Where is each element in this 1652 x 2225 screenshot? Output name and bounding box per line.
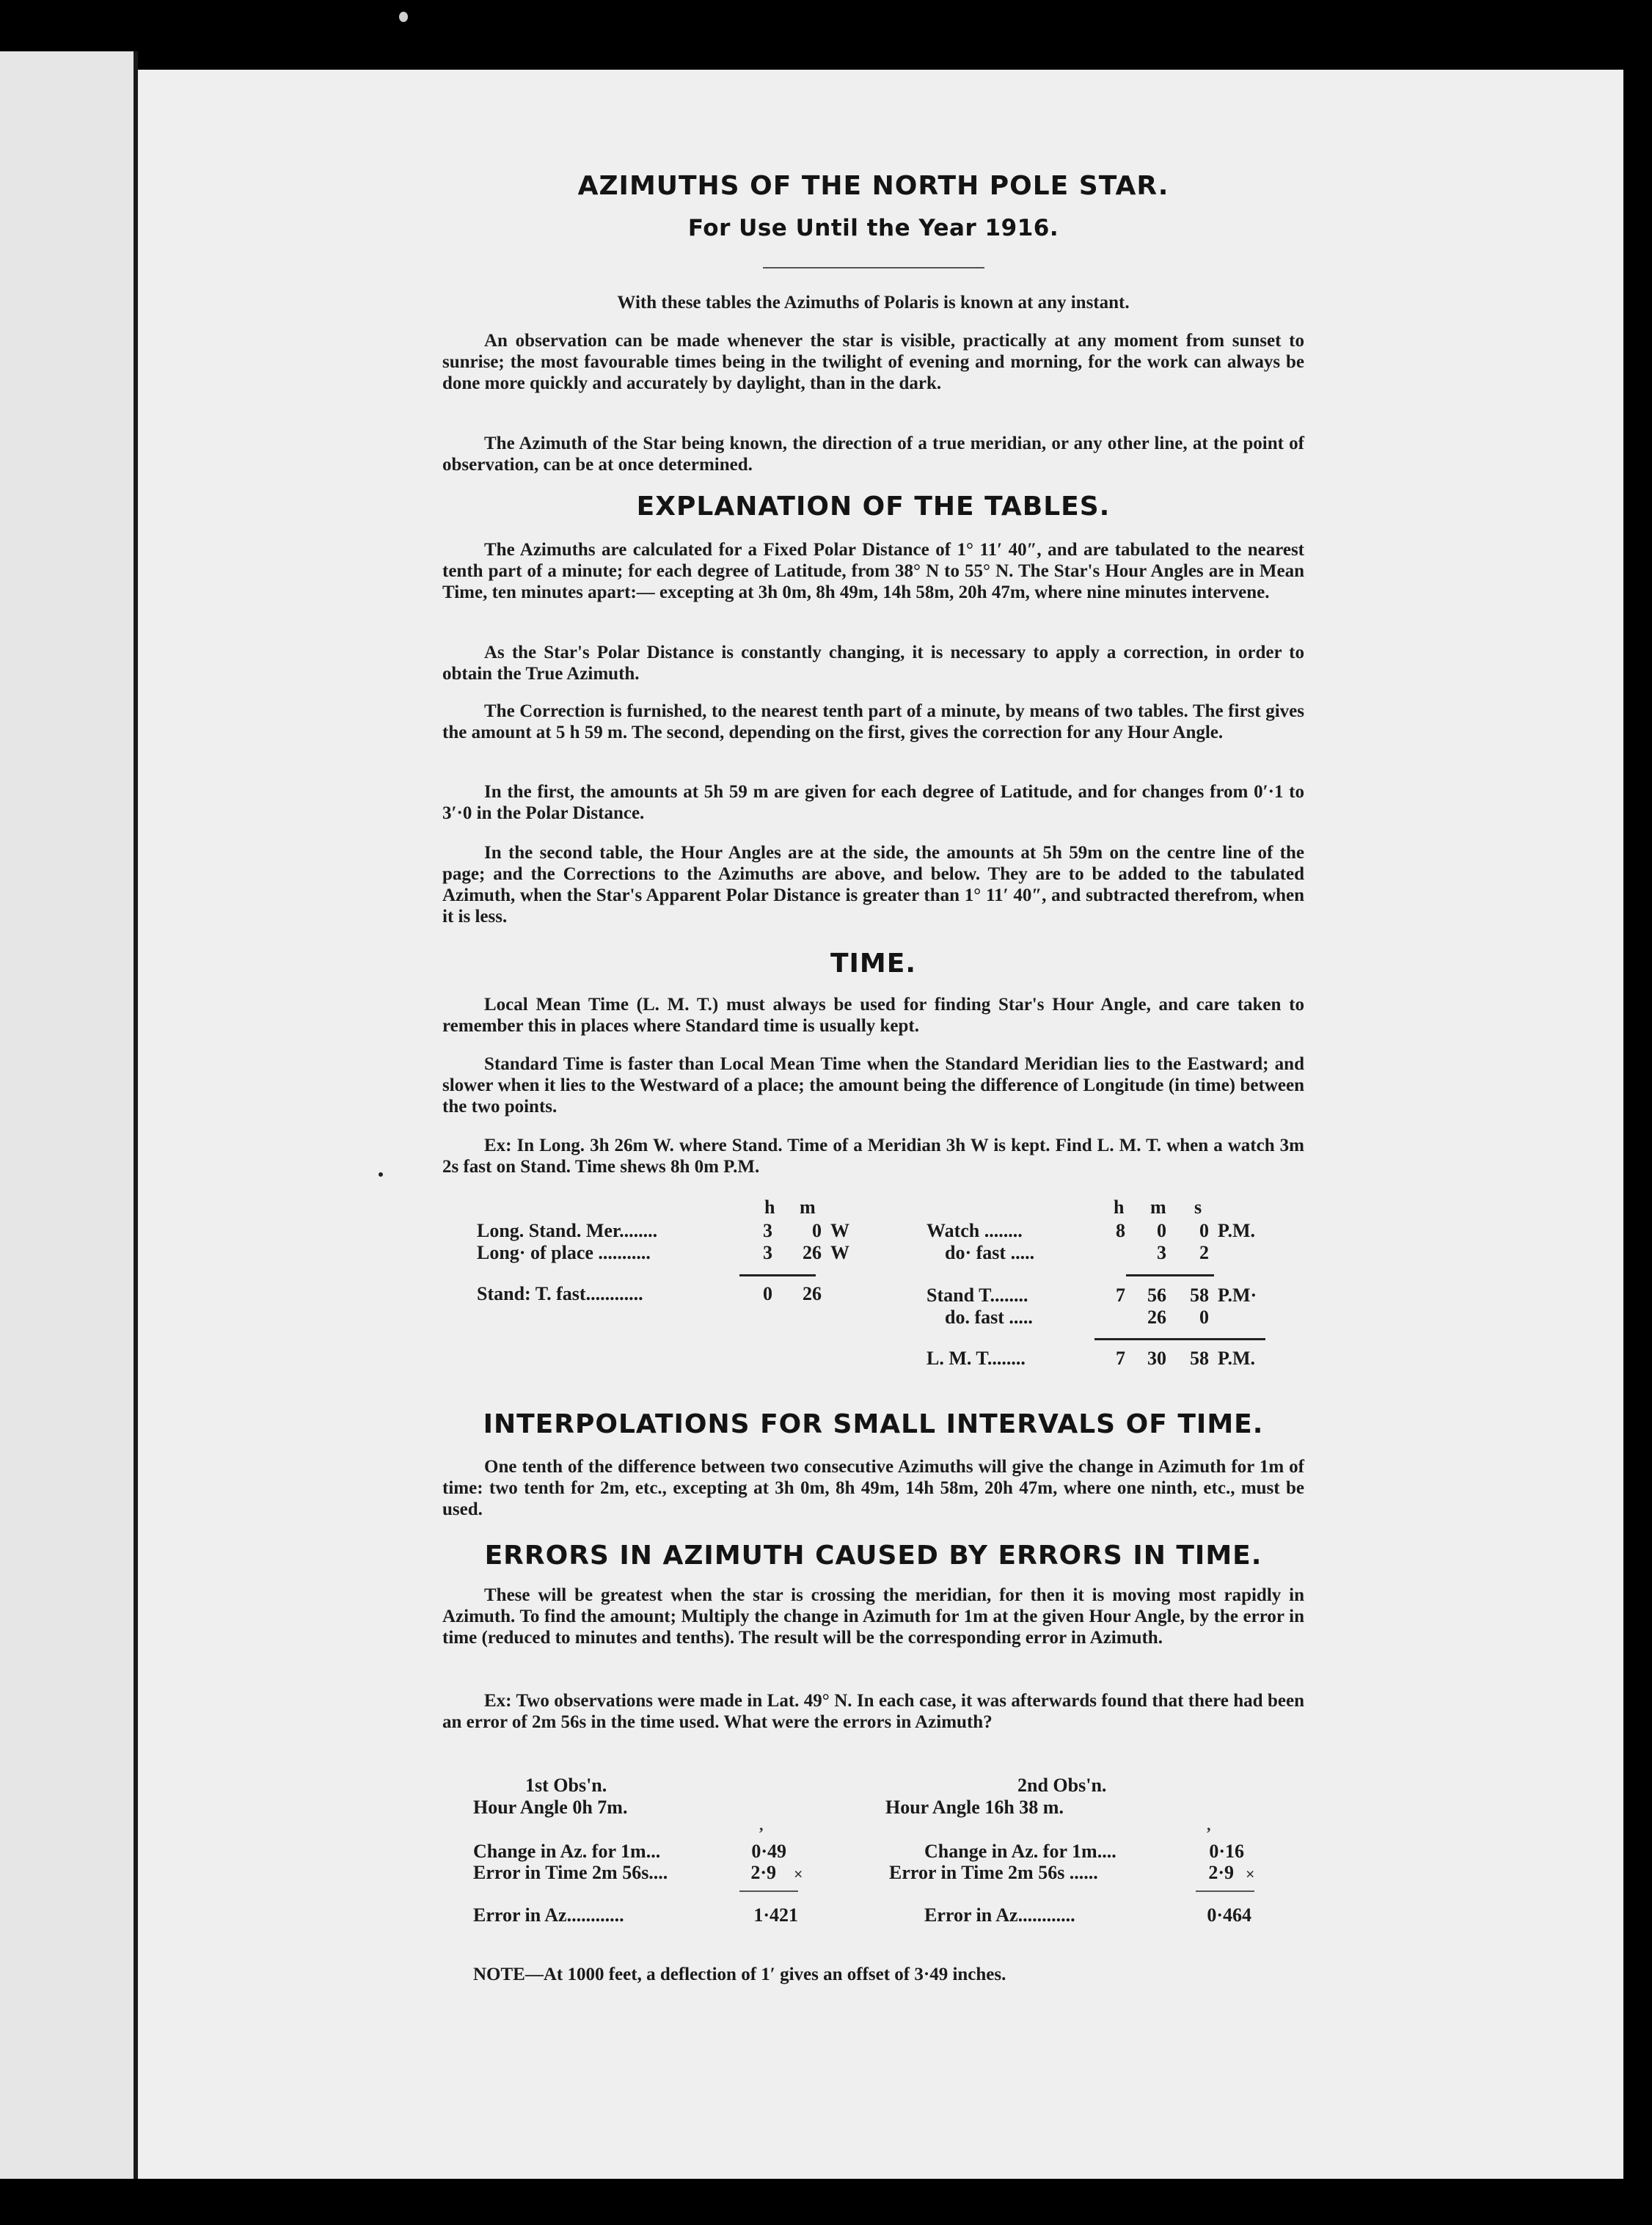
obs1-error-label: Error in Time 2m 56s....: [473, 1862, 668, 1883]
intro-paragraph-1: With these tables the Azimuths of Polaris is known at any instant.: [617, 293, 1130, 313]
right-col-h-header: h: [1114, 1196, 1125, 1218]
right-row-h: 7: [1116, 1285, 1125, 1306]
right-row-h: 7: [1116, 1348, 1125, 1369]
binding-hole: [399, 12, 408, 22]
explanation-paragraph-3: The Correction is furnished, to the nearest tenth part of a minute, by means of two tables. The first gives the amount at 5 h 59 m. The second, depending on the first, gives the correction for any Hour Angle.: [442, 701, 1304, 742]
right-row-s: 2: [1199, 1242, 1209, 1263]
obs2-title: 2nd Obs'n.: [1017, 1775, 1107, 1796]
pencil-mark: ,: [759, 1816, 764, 1834]
right-row-label: Watch ........: [926, 1220, 1023, 1241]
right-sum-rule: [1126, 1274, 1214, 1276]
obs1-sum-rule: [739, 1890, 798, 1892]
explanation-paragraph-2: As the Star's Polar Distance is constantly changing, it is necessary to apply a correction, in order to obtain the True Azimuth.: [442, 643, 1304, 684]
right-row-s: 0: [1199, 1220, 1209, 1241]
right-row-m: 0: [1157, 1220, 1166, 1241]
page-subtitle: For Use Until the Year 1916.: [687, 215, 1059, 241]
right-row-suffix: P.M.: [1218, 1220, 1256, 1241]
left-col-m-header: m: [800, 1196, 816, 1218]
left-page-edge: [0, 51, 134, 2179]
obs2-hour-angle: Hour Angle 16h 38 m.: [885, 1797, 1064, 1818]
explanation-paragraph-4: In the first, the amounts at 5h 59 m are given for each degree of Latitude, and for changes from 0′·1 to 3′·0 in the Polar Distance.: [442, 782, 1304, 823]
right-row-suffix: P.M.: [1218, 1348, 1256, 1369]
obs2-result-value: 0·464: [1207, 1904, 1251, 1926]
right-row-label: Stand T........: [926, 1285, 1028, 1306]
left-row-h: 0: [763, 1283, 772, 1304]
right-row-s: 0: [1199, 1307, 1209, 1328]
errors-heading: ERRORS IN AZIMUTH CAUSED BY ERRORS IN TIME.: [484, 1541, 1262, 1571]
obs1-result-label: Error in Az............: [473, 1904, 624, 1926]
multiply-mark: ×: [794, 1865, 803, 1883]
obs1-result-value: 1·421: [753, 1904, 798, 1926]
pencil-mark: ,: [1207, 1816, 1211, 1834]
left-row-h: 3: [763, 1242, 772, 1263]
right-row-m: 30: [1147, 1348, 1166, 1369]
obs1-title: 1st Obs'n.: [525, 1775, 607, 1796]
interpolations-heading: INTERPOLATIONS FOR SMALL INTERVALS OF TIME.: [483, 1409, 1264, 1439]
title-divider: [763, 267, 984, 268]
left-row-m: 26: [803, 1242, 822, 1263]
margin-mark: [379, 1172, 383, 1177]
obs2-error-value: 2·9: [1208, 1862, 1234, 1883]
right-total-rule: [1094, 1338, 1265, 1340]
left-row-m: 26: [803, 1283, 822, 1304]
time-example-paragraph: Ex: In Long. 3h 26m W. where Stand. Time of a Meridian 3h W is kept. Find L. M. T. when a watch 3m 2s fast on Stand. Time shews 8h 0m P.M.: [442, 1136, 1304, 1177]
obs1-change-label: Change in Az. for 1m...: [473, 1841, 661, 1862]
left-row-label: Long. Stand. Mer........: [477, 1220, 658, 1241]
explanation-paragraph-1: The Azimuths are calculated for a Fixed Polar Distance of 1° 11′ 40″, and are tabulated to the nearest tenth part of a minute; for each degree of Latitude, from 38° N to 55° N. The Star's Hour Angles are in Mean Time, ten minutes apart:— excepting at 3h 0m, 8h 49m, 14h 58m, 20h 47m, where nine minutes intervene.: [442, 540, 1304, 602]
right-col-m-header: m: [1150, 1196, 1166, 1218]
right-row-label: do· fast .....: [945, 1242, 1035, 1263]
obs1-change-value: 0·49: [751, 1841, 786, 1862]
obs2-sum-rule: [1196, 1890, 1254, 1892]
errors-example-paragraph: Ex: Two observations were made in Lat. 49° N. In each case, it was afterwards found that there had been an error of 2m 56s in the time used. What were the errors in Azimuth?: [442, 1691, 1304, 1732]
right-row-s: 58: [1190, 1348, 1209, 1369]
right-row-m: 56: [1147, 1285, 1166, 1306]
left-col-h-header: h: [764, 1196, 775, 1218]
obs1-hour-angle: Hour Angle 0h 7m.: [473, 1797, 628, 1818]
time-paragraph-1: Local Mean Time (L. M. T.) must always be used for finding Star's Hour Angle, and care taken to remember this in places where Standard time is usually kept.: [442, 995, 1304, 1036]
obs2-change-value: 0·16: [1209, 1841, 1244, 1862]
obs1-error-value: 2·9: [750, 1862, 776, 1883]
right-row-m: 26: [1147, 1307, 1166, 1328]
obs2-error-label: Error in Time 2m 56s ......: [889, 1862, 1098, 1883]
errors-paragraph-1: These will be greatest when the star is crossing the meridian, for then it is moving most rapidly in Azimuth. To find the amount; Multiply the change in Azimuth for 1m at the given Hour Angle, by the error in time (reduced to minutes and tenths). The result will be the corresponding error in Azimuth.: [442, 1585, 1304, 1648]
time-paragraph-2: Standard Time is faster than Local Mean Time when the Standard Meridian lies to the Eastward; and slower when it lies to the Westward of a place; the amount being the difference of Longitude (in time) between the two points.: [442, 1054, 1304, 1117]
obs2-result-label: Error in Az............: [924, 1904, 1075, 1926]
left-row-label: Stand: T. fast............: [477, 1283, 643, 1304]
left-row-dir: W: [830, 1220, 849, 1241]
left-sum-rule: [739, 1274, 816, 1276]
right-row-s: 58: [1190, 1285, 1209, 1306]
left-row-m: 0: [812, 1220, 822, 1241]
right-row-h: 8: [1116, 1220, 1125, 1241]
left-row-dir: W: [830, 1242, 849, 1263]
time-heading: TIME.: [830, 949, 917, 979]
page-title: AZIMUTHS OF THE NORTH POLE STAR.: [577, 171, 1169, 201]
left-row-label: Long· of place ...........: [477, 1242, 651, 1263]
left-row-h: 3: [763, 1220, 772, 1241]
right-row-label: L. M. T........: [926, 1348, 1026, 1369]
explanation-heading: EXPLANATION OF THE TABLES.: [636, 492, 1111, 522]
right-row-label: do. fast .....: [945, 1307, 1033, 1328]
intro-paragraph-2: An observation can be made whenever the star is visible, practically at any moment from sunset to sunrise; the most favourable times being in the twilight of evening and morning, for the work can always be done more quickly and accurately by daylight, than in the dark.: [442, 331, 1304, 393]
multiply-mark: ×: [1246, 1865, 1255, 1883]
obs2-change-label: Change in Az. for 1m....: [924, 1841, 1116, 1862]
right-row-m: 3: [1157, 1242, 1166, 1263]
intro-paragraph-3: The Azimuth of the Star being known, the direction of a true meridian, or any other line, at the point of observation, can be at once determined.: [442, 434, 1304, 475]
right-row-suffix: P.M·: [1218, 1285, 1257, 1306]
explanation-paragraph-5: In the second table, the Hour Angles are at the side, the amounts at 5h 59m on the centre line of the page; and the Corrections to the Azimuths are above, and below. They are to be added to the tabulated Azimuth, when the Star's Apparent Polar Distance is greater than 1° 11′ 40″, and subtracted therefrom, when it is less.: [442, 843, 1304, 927]
footer-note: NOTE—At 1000 feet, a deflection of 1′ gives an offset of 3·49 inches.: [473, 1965, 1006, 1984]
right-col-s-header: s: [1194, 1196, 1202, 1218]
interpolations-paragraph: One tenth of the difference between two consecutive Azimuths will give the change in Azimuth for 1m of time: two tenth for 2m, etc., excepting at 3h 0m, 8h 49m, 14h 58m, 20h 47m, where one ninth, etc., must be used.: [442, 1457, 1304, 1519]
